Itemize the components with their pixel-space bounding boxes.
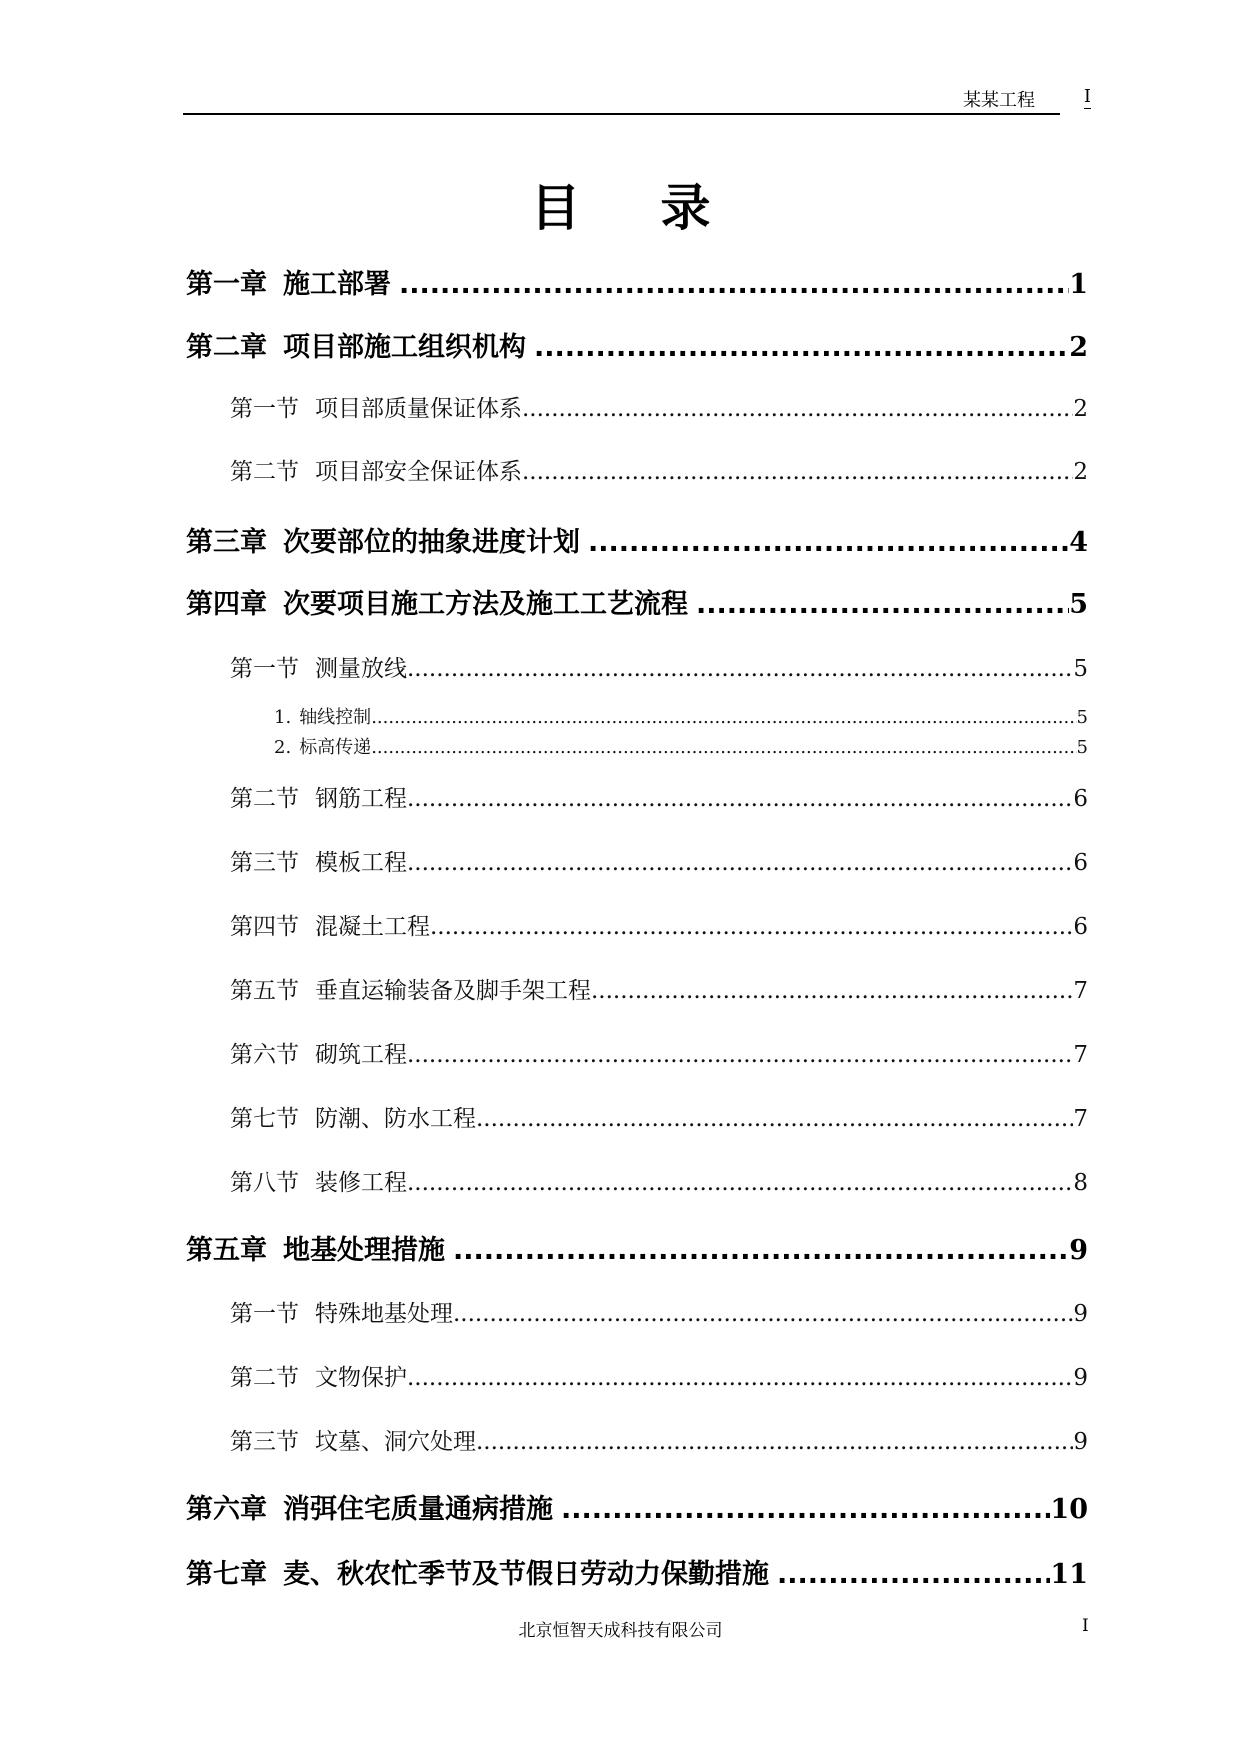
page-header xyxy=(183,86,1093,116)
toc-entry-title: 轴线控制 xyxy=(299,707,372,728)
toc-entry-number: 第二节 xyxy=(230,459,299,485)
toc-dot-leader xyxy=(407,1365,1073,1391)
toc-entry-number: 第二节 xyxy=(230,1365,299,1391)
toc-entry-page: 9 xyxy=(1073,1301,1088,1327)
toc-dot-leader xyxy=(696,589,1069,620)
toc-entry-label xyxy=(230,650,407,683)
toc-entry[interactable] xyxy=(186,733,1088,759)
toc-entry[interactable] xyxy=(186,1359,1088,1392)
toc-entry-label xyxy=(186,1487,553,1526)
toc-entry-title: 项目部质量保证体系 xyxy=(315,396,522,422)
toc-entry-number: 第五章 xyxy=(186,1235,267,1266)
toc-entry-label xyxy=(186,582,688,621)
toc-entry-number: 第六节 xyxy=(230,1042,299,1068)
toc-entry[interactable] xyxy=(186,390,1088,423)
toc-entry-page: 11 xyxy=(1050,1559,1088,1590)
toc-entry[interactable] xyxy=(186,1164,1088,1197)
toc-entry-title: 模板工程 xyxy=(315,850,407,876)
toc-entry-page: 9 xyxy=(1073,1365,1088,1391)
toc-entry[interactable] xyxy=(186,325,1088,364)
toc-entry[interactable] xyxy=(186,780,1088,813)
toc-entry-label xyxy=(186,1552,769,1591)
toc-entry-page: 6 xyxy=(1073,914,1088,940)
toc-entry-label xyxy=(274,733,371,759)
toc-entry-label xyxy=(230,1100,476,1133)
toc-dot-leader xyxy=(407,850,1073,876)
toc-entry-title: 项目部施工组织机构 xyxy=(283,332,526,363)
toc-entry-label xyxy=(186,262,391,301)
toc-dot-leader xyxy=(777,1559,1050,1590)
toc-dot-leader xyxy=(407,656,1073,682)
toc-entry-number: 第七节 xyxy=(230,1106,299,1132)
toc-entry-title: 装修工程 xyxy=(315,1170,407,1196)
toc-entry-page: 6 xyxy=(1073,850,1088,876)
toc-entry-number: 第一节 xyxy=(230,1301,299,1327)
toc-entry-label xyxy=(230,844,407,877)
toc-entry-title: 施工部署 xyxy=(283,269,391,300)
toc-entry-page: 5 xyxy=(1076,707,1088,728)
footer-page-number: I xyxy=(1082,1616,1089,1636)
toc-entry-label xyxy=(186,325,526,364)
toc-entry-page: 8 xyxy=(1073,1170,1088,1196)
toc-entry[interactable] xyxy=(186,1487,1088,1526)
toc-entry-title: 坟墓、洞穴处理 xyxy=(315,1429,476,1455)
toc-entry-title: 砌筑工程 xyxy=(315,1042,407,1068)
toc-entry-number: 第六章 xyxy=(186,1494,267,1525)
toc-entry-title: 钢筋工程 xyxy=(315,786,407,812)
toc-entry-label xyxy=(274,703,371,729)
toc-entry-label xyxy=(230,1359,407,1392)
toc-entry-number: 第一章 xyxy=(186,269,267,300)
toc-entry-number: 第七章 xyxy=(186,1559,267,1590)
toc-entry-title: 消弭住宅质量通病措施 xyxy=(283,1494,553,1525)
toc-entry-number: 第一节 xyxy=(230,656,299,682)
toc-entry-page: 7 xyxy=(1073,978,1088,1004)
toc-entry-label xyxy=(230,780,407,813)
toc-entry-page: 9 xyxy=(1069,1235,1088,1266)
toc-entry-page: 10 xyxy=(1050,1494,1088,1525)
toc-entry-number: 第二节 xyxy=(230,786,299,812)
toc-entry-page: 7 xyxy=(1073,1106,1088,1132)
toc-entry[interactable] xyxy=(186,844,1088,877)
toc-entry-page: 5 xyxy=(1073,656,1088,682)
toc-entry-number: 第四章 xyxy=(186,589,267,620)
toc-entry-number: 2. xyxy=(274,737,292,758)
toc-entry[interactable] xyxy=(186,453,1088,486)
toc-entry[interactable] xyxy=(186,908,1088,941)
toc-entry-title: 垂直运输装备及脚手架工程 xyxy=(315,978,591,1004)
toc-title: 目录 xyxy=(530,179,791,237)
toc-entry-number: 第八节 xyxy=(230,1170,299,1196)
toc-entry-number: 第三节 xyxy=(230,1429,299,1455)
footer-company: 北京恒智天成科技有限公司 xyxy=(518,1621,723,1641)
toc-entry-page: 7 xyxy=(1073,1042,1088,1068)
header-page-number: I xyxy=(1083,86,1091,107)
toc-dot-leader xyxy=(407,786,1073,812)
toc-entry-label xyxy=(230,1295,453,1328)
toc-dot-leader xyxy=(430,914,1073,940)
toc-dot-leader xyxy=(453,1235,1069,1266)
toc-entry[interactable] xyxy=(186,650,1088,683)
toc-dot-leader xyxy=(371,707,1076,728)
toc-entry-label xyxy=(230,1036,407,1069)
toc-dot-leader xyxy=(522,396,1073,422)
toc-entry[interactable] xyxy=(186,520,1088,559)
toc-entry-title: 地基处理措施 xyxy=(283,1235,445,1266)
toc-dot-leader xyxy=(476,1429,1073,1455)
toc-entry-title: 特殊地基处理 xyxy=(315,1301,453,1327)
toc-entry[interactable] xyxy=(186,1036,1088,1069)
toc-dot-leader xyxy=(453,1301,1073,1327)
toc-dot-leader xyxy=(588,527,1069,558)
toc-entry-label xyxy=(230,908,430,941)
toc-dot-leader xyxy=(534,332,1069,363)
toc-entry-title: 防潮、防水工程 xyxy=(315,1106,476,1132)
toc-entry[interactable] xyxy=(186,1552,1088,1591)
toc-entry[interactable] xyxy=(186,703,1088,729)
toc-entry[interactable] xyxy=(186,262,1088,301)
toc-entry-label xyxy=(230,972,591,1005)
toc-entry-page: 9 xyxy=(1073,1429,1088,1455)
toc-entry-page: 6 xyxy=(1073,786,1088,812)
toc-entry-number: 第二章 xyxy=(186,332,267,363)
toc-entry-number: 第一节 xyxy=(230,396,299,422)
toc-entry-page: 2 xyxy=(1069,332,1088,363)
toc-entry-title: 文物保护 xyxy=(315,1365,407,1391)
toc-entry-page: 4 xyxy=(1069,527,1088,558)
toc-entry-label xyxy=(230,1423,476,1456)
toc-entry-title: 次要部位的抽象进度计划 xyxy=(283,527,580,558)
toc-entry-number: 第四节 xyxy=(230,914,299,940)
toc-entry[interactable] xyxy=(186,1423,1088,1456)
toc-entry[interactable] xyxy=(186,1100,1088,1133)
toc-entry-page: 2 xyxy=(1073,459,1088,485)
toc-entry-title: 混凝土工程 xyxy=(315,914,430,940)
toc-entry-title: 项目部安全保证体系 xyxy=(315,459,522,485)
toc-entry[interactable] xyxy=(186,1228,1088,1267)
toc-entry[interactable] xyxy=(186,582,1088,621)
toc-entry-number: 第三节 xyxy=(230,850,299,876)
toc-dot-leader xyxy=(591,978,1073,1004)
toc-entry-title: 次要项目施工方法及施工工艺流程 xyxy=(283,589,688,620)
toc-entry-number: 1. xyxy=(274,707,292,728)
toc-entry-title: 测量放线 xyxy=(315,656,407,682)
toc-entry-page: 5 xyxy=(1069,589,1088,620)
toc-dot-leader xyxy=(561,1494,1050,1525)
toc-dot-leader xyxy=(407,1042,1073,1068)
toc-entry-title: 麦、秋农忙季节及节假日劳动力保勤措施 xyxy=(283,1559,769,1590)
header-rule xyxy=(183,113,1060,115)
toc-entry[interactable] xyxy=(186,1295,1088,1328)
toc-entry-page: 1 xyxy=(1069,269,1088,300)
toc-entry-page: 5 xyxy=(1076,737,1088,758)
toc-entry-label xyxy=(230,453,522,486)
toc-entry[interactable] xyxy=(186,972,1088,1005)
toc-entry-number: 第三章 xyxy=(186,527,267,558)
toc-entry-number: 第五节 xyxy=(230,978,299,1004)
toc-dot-leader xyxy=(522,459,1073,485)
toc-dot-leader xyxy=(476,1106,1073,1132)
toc-entry-label xyxy=(230,390,522,423)
toc-entry-page: 2 xyxy=(1073,396,1088,422)
toc-entry-label xyxy=(186,1228,445,1267)
toc-dot-leader xyxy=(399,269,1069,300)
toc-entry-label xyxy=(230,1164,407,1197)
header-title: 某某工程 xyxy=(963,90,1035,111)
toc-dot-leader xyxy=(371,737,1076,758)
toc-entry-label xyxy=(186,520,580,559)
toc-entry-title: 标高传递 xyxy=(299,737,372,758)
toc-dot-leader xyxy=(407,1170,1073,1196)
